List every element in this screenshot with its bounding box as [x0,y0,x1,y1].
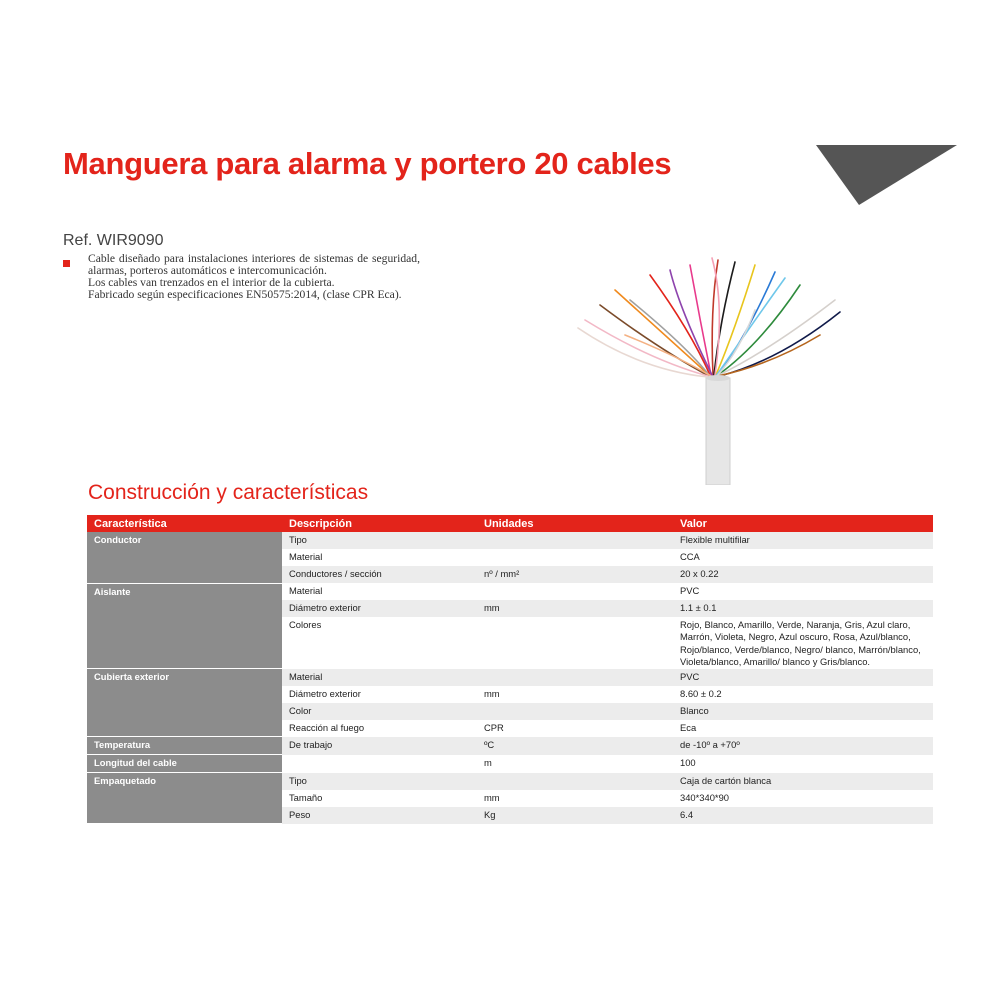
column-header: Unidades [477,515,673,532]
unit-cell: m [477,755,673,773]
unit-cell [477,549,673,566]
table-row [87,669,933,686]
cable-product-image [570,250,860,485]
description-cell: Peso [282,807,477,824]
unit-cell: ºC [477,737,673,755]
unit-cell [477,583,673,600]
description-cell: Diámetro exterior [282,600,477,617]
value-cell: Caja de cartón blanca [673,773,933,790]
value-cell: Rojo, Blanco, Amarillo, Verde, Naranja, Gris, Azul claro, Marrón, Violeta, Negro, Azul oscuro, Rosa, Azul/blanco, Rojo/blanco, Verde/blanco, Negro/ blanco, Marrón/blanco, Violeta/blanco, Amarillo/ blanco y Gris/blanco. [673,617,933,669]
corner-triangle-decoration [816,145,957,205]
unit-cell [477,773,673,790]
product-reference: Ref. WIR9090 [63,232,164,249]
description-cell: Tipo [282,532,477,549]
unit-cell: CPR [477,720,673,737]
unit-cell [477,617,673,669]
value-cell: 6.4 [673,807,933,824]
table-row [87,583,933,600]
column-header: Característica [87,515,282,532]
product-description [88,253,420,301]
description-paragraph: Cable diseñado para instalaciones interiores de sistemas de seguridad, alarmas, porteros automáticos e intercomunicación. [88,252,420,278]
table-row [87,755,933,773]
unit-cell [477,532,673,549]
description-cell: Material [282,669,477,686]
value-cell: Eca [673,720,933,737]
value-cell: PVC [673,583,933,600]
description-cell: Tipo [282,773,477,790]
category-cell: Longitud del cable [87,755,282,773]
column-header: Valor [673,515,933,532]
description-paragraph: Los cables van trenzados en el interior de la cubierta. [88,276,335,290]
description-paragraph: Fabricado según especificaciones EN50575:2014, (clase CPR Eca). [88,288,402,302]
unit-cell [477,703,673,720]
value-cell: 8.60 ± 0.2 [673,686,933,703]
column-header: Descripción [282,515,477,532]
unit-cell: mm [477,686,673,703]
category-cell: Empaquetado [87,773,282,824]
page-title: Manguera para alarma y portero 20 cables [63,146,672,181]
description-cell: Colores [282,617,477,669]
unit-cell: mm [477,790,673,807]
value-cell: CCA [673,549,933,566]
table-row [87,532,933,549]
description-cell: Material [282,549,477,566]
table-row [87,773,933,790]
value-cell: de -10º a +70º [673,737,933,755]
value-cell: 100 [673,755,933,773]
category-cell: Conductor [87,532,282,583]
value-cell: 340*340*90 [673,790,933,807]
description-cell [282,755,477,773]
category-cell: Temperatura [87,737,282,755]
unit-cell: nº / mm² [477,566,673,583]
description-cell: Reacción al fuego [282,720,477,737]
value-cell: Flexible multifilar [673,532,933,549]
category-cell: Aislante [87,583,282,669]
value-cell: 1.1 ± 0.1 [673,600,933,617]
description-cell: Color [282,703,477,720]
unit-cell: mm [477,600,673,617]
section-title: Construcción y características [88,481,369,504]
specifications-table [87,515,933,824]
description-cell: Diámetro exterior [282,686,477,703]
value-cell: Blanco [673,703,933,720]
category-cell: Cubierta exterior [87,669,282,737]
bullet-square-icon [63,260,70,267]
unit-cell: Kg [477,807,673,824]
description-cell: Conductores / sección [282,566,477,583]
value-cell: 20 x 0.22 [673,566,933,583]
table-header-row [87,515,933,532]
description-cell: Tamaño [282,790,477,807]
description-cell: Material [282,583,477,600]
description-cell: De trabajo [282,737,477,755]
value-cell: PVC [673,669,933,686]
table-row [87,737,933,755]
unit-cell [477,669,673,686]
